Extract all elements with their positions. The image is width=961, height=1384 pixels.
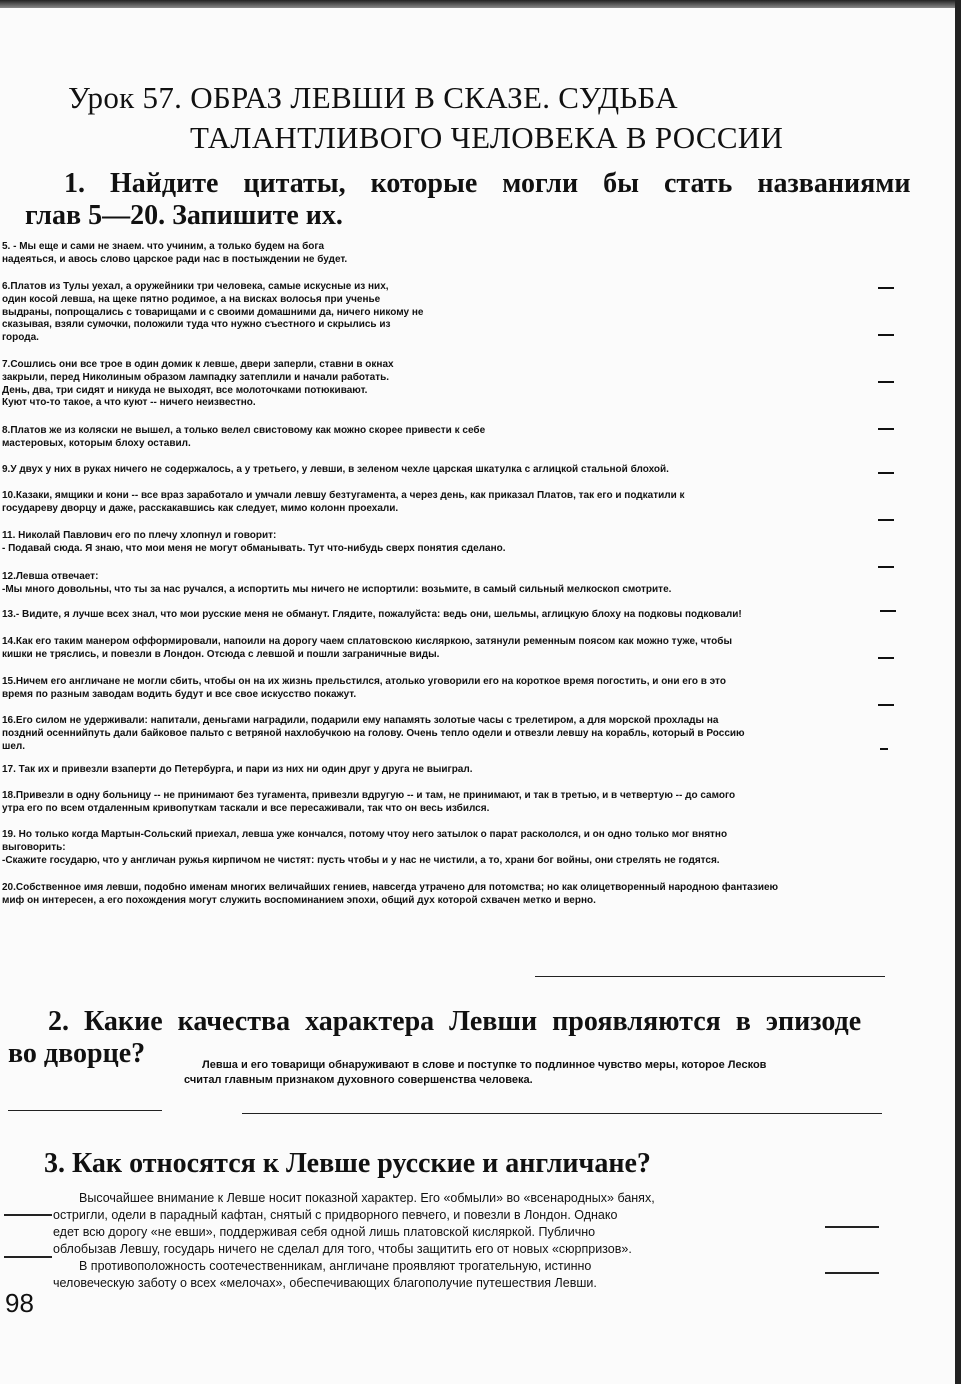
quote-line: выдраны, попрощались с товарищами и с своими домашними да, ничего никому не	[2, 306, 424, 318]
quote-line: 19. Но только когда Мартын-Сольский приехал, левша уже кончался, потому чтоу него затылок о парат раскололся, и он одно только мог внятно	[2, 829, 728, 840]
quote-item	[2, 359, 394, 410]
task1-heading-line2: глав 5—20. Запишите их.	[25, 200, 343, 231]
answer-line-text: человеческую заботу о всех «мелочах», обеспечивающих благополучие путешествия Левши.	[53, 1276, 597, 1290]
answer-line-text: остригли, одели в парадный кафтан, снятый с придворного певчего, и повезли в Лондон. Однако	[53, 1208, 618, 1222]
answer-line-text: считал главным признаком духовного совершенства человека.	[184, 1074, 533, 1086]
answer-line-text: едет всю дорогу «не евши», поддерживая себя одной лишь платовской кисляркой. Публично	[53, 1225, 596, 1239]
answer-dash	[878, 704, 894, 706]
quote-line: - Подавай сюда. Я знаю, что мои меня не могут обманывать. Тут что-нибудь сверх понятия сделано.	[2, 542, 506, 554]
answer-dash	[878, 566, 894, 568]
quote-line: 17. Так их и привезли взаперти до Петербурга, и пари из них ни один друг у друга не выиграл.	[2, 764, 473, 775]
quote-line: время по разным заводам водить будут и все свое искусство покажут.	[2, 688, 357, 700]
quote-line: надеяться, и авось слово царское ради нас в постыждении не будет.	[2, 253, 348, 265]
quote-line: сказывая, взяли сумочки, положили туда что нужно съестного и скрылись из	[2, 319, 391, 331]
quote-item	[2, 425, 485, 451]
lesson-title-line1: Урок 57. ОБРАЗ ЛЕВШИ В СКАЗЕ. СУДЬБА	[68, 80, 678, 115]
answer-line	[825, 1226, 879, 1228]
quote-line: выговорить:	[2, 841, 66, 853]
task1-heading-line1: 1. Найдите цитаты, которые могли бы стать названиями	[64, 168, 911, 199]
quote-item	[2, 530, 506, 556]
quote-line: 7.Сошлись они все трое в один домик к левше, двери заперли, ставни в окнах	[2, 359, 394, 370]
answer-line	[242, 1113, 882, 1114]
quote-line: поздний осеннийпуть дали байковое пальто с ветряной нахлобучкою на голову. Очень тепло одели и отвезли левшу на корабль, который в Россию	[2, 727, 745, 739]
quote-line: утра его по всем отдаленным кривопуткам таскали и все пересаживали, так что он весь избился.	[2, 802, 490, 814]
quote-line: День, два, три сидят и никуда не выходят, все молоточками потюкивают.	[2, 384, 368, 396]
task2-heading-line1: 2. Какие качества характера Левши проявляются в эпизоде	[48, 1006, 862, 1037]
quote-item	[2, 609, 742, 622]
quote-item	[2, 571, 671, 597]
quote-line: миф он интересен, а его похождения могут служить воспоминанием эпохи, общий дух которой схвачен метко и верно.	[2, 894, 596, 906]
quote-line: государеву дворцу и даже, расскакавшись как следует, мимо колонн проехали.	[2, 502, 399, 514]
quote-line: -Мы много довольны, что ты за нас ручался, а испортить мы ничего не испортили: возьмите, в самый сильный мелкоскоп смотрите.	[2, 583, 672, 595]
quote-line: закрыли, перед Николиным образом лампадку затеплили и начали работать.	[2, 371, 390, 383]
quote-line: 10.Казаки, ямщики и кони -- все враз заработало и умчали левшу безтугамента, а через день, как приказал Платов, так его и подкатили к	[2, 490, 685, 501]
quote-line: мастеровых, которым блоху оставил.	[2, 437, 191, 449]
quote-item	[2, 790, 735, 816]
quote-line: 9.У двух у них в руках ничего не содержалось, а у третьего, у левши, в зеленом чехле царская шкатулка с аглицкой стальной блохой.	[2, 464, 669, 475]
task3-answer	[53, 1190, 655, 1292]
quote-line: 11. Николай Павлович его по плечу хлопнул и говорит:	[2, 530, 277, 541]
quote-item	[2, 464, 669, 477]
quote-line: 15.Ничем его англичане не могли сбить, чтобы он на их жизнь прельстился, атолько уговорили его на короткое время погостить, и они его в это	[2, 676, 726, 687]
scan-edge-right	[955, 0, 961, 1384]
quote-item	[2, 882, 778, 908]
quote-line: -Скажите государю, что у англичан ружья кирпичом не чистят: пусть чтобы и у нас не чистили, а то, храни бог войны, они стрелять не годятся.	[2, 854, 720, 866]
quote-line: Куют что-то такое, а что куют -- ничего неизвестно.	[2, 397, 256, 409]
answer-dash	[878, 472, 894, 474]
quote-line: 6.Платов из Тулы уехал, а оружейники три человека, самые искусные из них,	[2, 281, 389, 292]
answer-line	[4, 1214, 52, 1216]
lesson-title-line2: ТАЛАНТЛИВОГО ЧЕЛОВЕКА В РОССИИ	[190, 120, 784, 155]
answer-dash	[878, 428, 894, 430]
quote-item	[2, 490, 685, 516]
quote-line: 13.- Видите, я лучше всех знал, что мои русские меня не обманут. Глядите, пожалуйста: ведь они, шельмы, аглицкую блоху на подковы подковали!	[2, 609, 742, 620]
answer-dash	[878, 287, 894, 289]
quote-line: 16.Его силом не удерживали: напитали, деньгами наградили, подарили ему напамять золотые часы с трелетиром, а для морской прохлады на	[2, 715, 719, 726]
answer-line-text: Левша и его товарищи обнаруживают в слове и поступке то подлинное чувство меры, которое Лесков	[202, 1059, 767, 1071]
answer-dash	[878, 519, 894, 521]
answer-dash	[878, 334, 894, 336]
answer-line	[4, 1256, 52, 1258]
answer-line-text: В противоположность соотечественникам, англичане проявляют трогательную, истинно	[79, 1259, 592, 1273]
quote-item	[2, 636, 732, 662]
answer-line	[535, 976, 885, 977]
answer-line	[8, 1110, 162, 1111]
quote-item	[2, 676, 726, 702]
quote-item	[2, 281, 423, 345]
quote-item	[2, 829, 727, 867]
quote-line: 18.Привезли в одну больницу -- не принимают без тугамента, привезли вдругую -- и там, не принимают, и так в третью, и в четвертую -- до самого	[2, 790, 736, 801]
quote-line: 5. - Мы еще и сами не знаем. что учиним, а только будем на бога	[2, 241, 325, 252]
answer-dash	[878, 381, 894, 383]
answer-dash	[880, 748, 888, 750]
answer-line-text: Высочайшее внимание к Левше носит показной характер. Его «обмыли» во «всенародных» банях,	[79, 1191, 655, 1205]
quote-line: один косой левша, на щеке пятно родимое, а на висках волосья при ученье	[2, 293, 381, 305]
answer-dash	[878, 657, 894, 659]
quote-line: кишки не тряслись, и повезли в Лондон. Отсюда с левшой и пошли заграничные виды.	[2, 648, 440, 660]
quote-item	[2, 241, 347, 267]
quote-line: шел.	[2, 740, 26, 752]
answer-line-text: облобызав Левшу, государь ничего не сделал для того, чтобы защитить его от новых «сюрпризов».	[53, 1242, 632, 1256]
task3-heading: 3. Как относятся к Левше русские и англичане?	[44, 1148, 651, 1179]
quote-line: города.	[2, 332, 39, 344]
quote-line: 14.Как его таким манером офформировали, напоили на дорогу чаем сплатовскою кисляркою, затянули ременным поясом как можно туже, чтобы	[2, 636, 732, 647]
quote-line: 8.Платов же из коляски не вышел, а только велел свистовому как можно скорее привести к себе	[2, 425, 486, 436]
page-number: 98	[5, 1288, 34, 1318]
quote-item	[2, 764, 473, 777]
scan-edge-top	[0, 0, 961, 8]
task2-heading-line2: во дворце?	[8, 1038, 146, 1069]
task2-answer	[184, 1058, 767, 1088]
answer-dash	[880, 610, 896, 612]
quote-line: 12.Левша отвечает:	[2, 571, 99, 582]
quote-item	[2, 715, 745, 753]
quote-line: 20.Собственное имя левши, подобно именам многих величайших гениев, навсегда утрачено для потомства; но как олицетворенный народною фантазиею	[2, 882, 779, 893]
answer-line	[825, 1272, 879, 1274]
